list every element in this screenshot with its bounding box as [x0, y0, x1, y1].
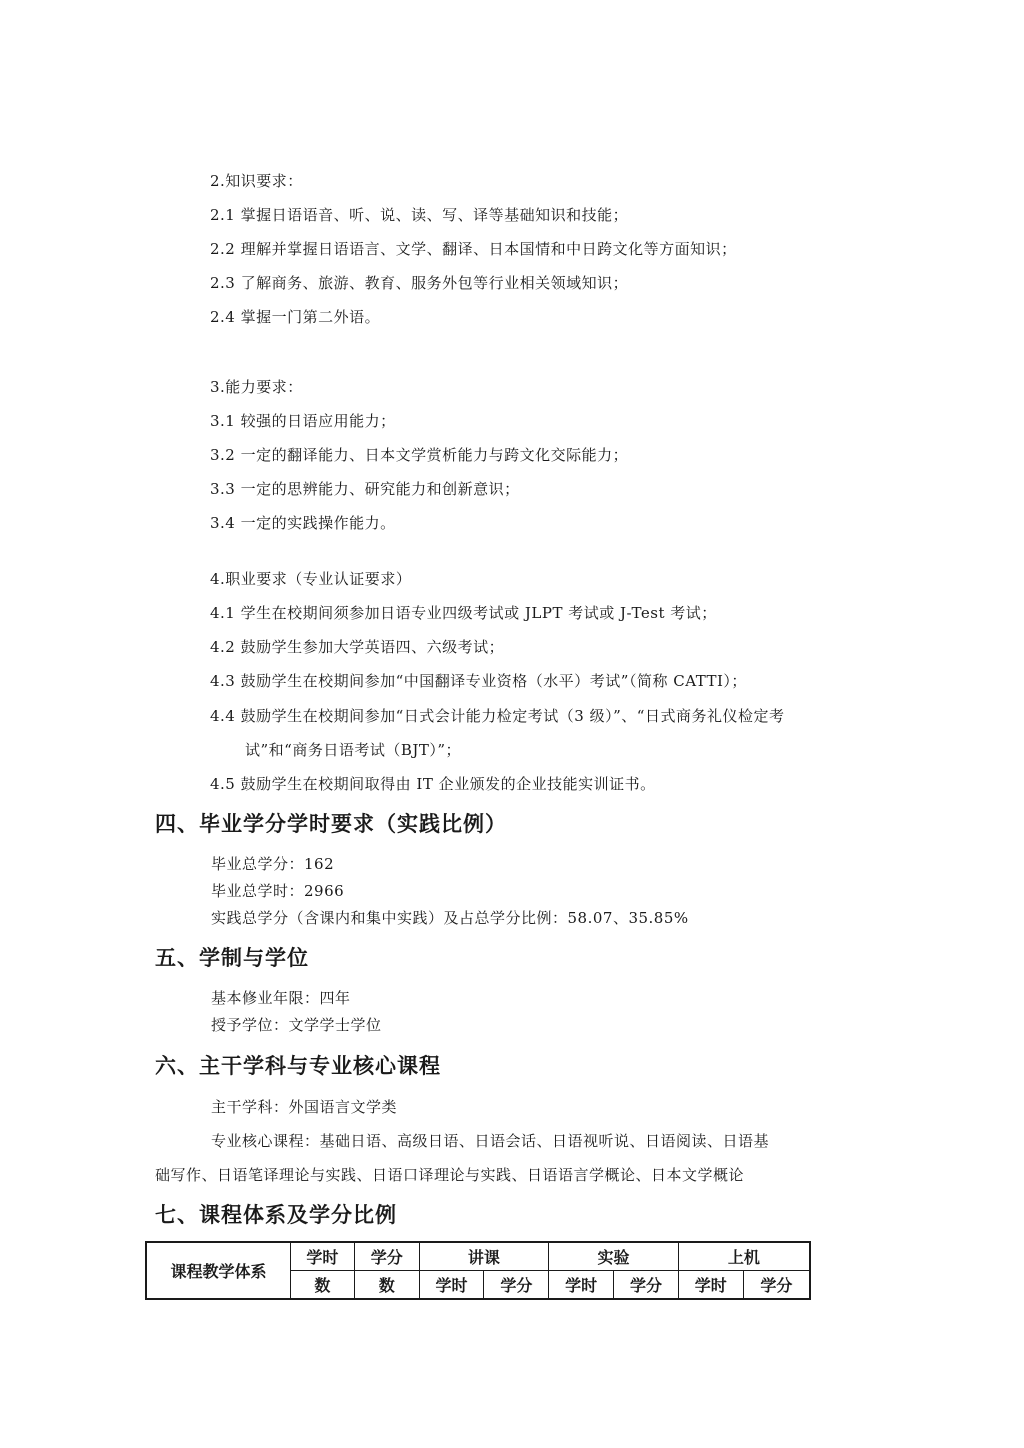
career-item: 4.4 鼓励学生在校期间参加“日式会计能力检定考试（3 级）”、“日式商务礼仪检定考	[210, 707, 785, 725]
header-lecture-credits: 学分	[484, 1271, 549, 1300]
header-hours-bottom: 数	[291, 1271, 355, 1300]
ability-item: 3.3 一定的思辨能力、研究能力和创新意识；	[210, 480, 520, 498]
knowledge-item: 2.4 掌握一门第二外语。	[210, 308, 381, 326]
course-system-table	[145, 1241, 811, 1300]
career-item-continued: 试”和“商务日语考试（BJT）”；	[245, 741, 462, 759]
header-credits-top: 学分	[354, 1242, 419, 1271]
career-title: 4.职业要求（专业认证要求）	[210, 570, 412, 588]
header-credits-bottom: 数	[354, 1271, 419, 1300]
core-courses-line: 础写作、日语笔译理论与实践、日语口译理论与实践、日语语言学概论、日本文学概论	[155, 1166, 745, 1184]
main-subject: 主干学科：外国语言文学类	[211, 1098, 398, 1116]
core-courses-line: 专业核心课程：基础日语、高级日语、日语会话、日语视听说、日语阅读、日语基	[211, 1132, 770, 1150]
section-heading-core-courses: 六、主干学科与专业核心课程	[155, 1054, 441, 1078]
section-heading-credits: 四、毕业学分学时要求（实践比例）	[155, 812, 507, 836]
knowledge-item: 2.3 了解商务、旅游、教育、服务外包等行业相关领域知识；	[210, 274, 629, 292]
ability-item: 3.2 一定的翻译能力、日本文学赏析能力与跨文化交际能力；	[210, 446, 629, 464]
header-lab-credits: 学分	[614, 1271, 679, 1300]
career-item: 4.5 鼓励学生在校期间取得由 IT 企业颁发的企业技能实训证书。	[210, 775, 656, 793]
ability-title: 3.能力要求：	[210, 378, 303, 396]
career-item: 4.3 鼓励学生在校期间参加“中国翻译专业资格（水平）考试”（简称 CATTI）；	[210, 672, 747, 690]
knowledge-item: 2.2 理解并掌握日语语言、文学、翻译、日本国情和中日跨文化等方面知识；	[210, 240, 737, 258]
career-item: 4.1 学生在校期间须参加日语专业四级考试或 JLPT 考试或 J-Test 考试；	[210, 604, 717, 622]
header-computer: 上机	[678, 1242, 810, 1271]
section-heading-degree: 五、学制与学位	[155, 946, 309, 970]
section-heading-course-system: 七、课程体系及学分比例	[155, 1203, 397, 1227]
knowledge-item: 2.1 掌握日语语音、听、说、读、写、译等基础知识和技能；	[210, 206, 629, 224]
degree-awarded: 授予学位：文学学士学位	[211, 1016, 382, 1034]
ability-item: 3.4 一定的实践操作能力。	[210, 514, 396, 532]
header-lab-hours: 学时	[549, 1271, 614, 1300]
total-credits: 毕业总学分：162	[211, 855, 335, 873]
knowledge-title: 2.知识要求：	[210, 172, 303, 190]
header-course-system: 课程教学体系	[146, 1242, 291, 1299]
practice-credits: 实践总学分（含课内和集中实践）及占总学分比例：58.07、35.85%	[211, 909, 689, 927]
study-duration: 基本修业年限：四年	[211, 989, 351, 1007]
total-hours: 毕业总学时：2966	[211, 882, 345, 900]
header-lecture-hours: 学时	[419, 1271, 484, 1300]
career-item: 4.2 鼓励学生参加大学英语四、六级考试；	[210, 638, 505, 656]
header-lab: 实验	[549, 1242, 679, 1271]
header-lecture: 讲课	[419, 1242, 549, 1271]
header-computer-hours: 学时	[678, 1271, 743, 1300]
header-hours-top: 学时	[291, 1242, 355, 1271]
ability-item: 3.1 较强的日语应用能力；	[210, 412, 396, 430]
header-computer-credits: 学分	[743, 1271, 810, 1300]
